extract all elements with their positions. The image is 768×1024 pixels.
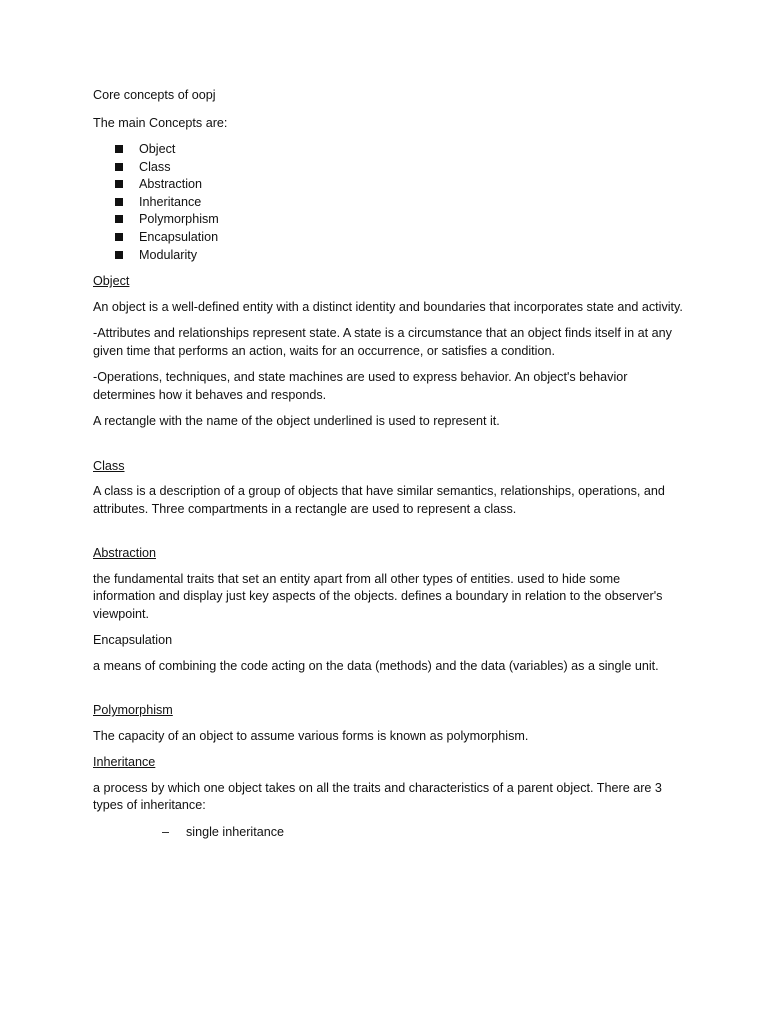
list-item: [115, 159, 683, 177]
object-paragraph-3: -Operations, techniques, and state machines are used to express behavior. An object's behavior determines how it behaves and responds.: [93, 370, 628, 402]
object-heading: Object: [93, 274, 130, 289]
square-bullet-icon: [115, 180, 123, 188]
document-title: Core concepts of oopj: [93, 88, 216, 102]
inheritance-heading: Inheritance: [93, 755, 156, 770]
list-item-label: Class: [139, 159, 171, 174]
polymorphism-heading: Polymorphism: [93, 703, 173, 718]
square-bullet-icon: [115, 215, 123, 223]
square-bullet-icon: [115, 145, 123, 153]
list-item-label: Inheritance: [139, 194, 202, 209]
list-item: [115, 194, 683, 212]
class-paragraph: A class is a description of a group of objects that have similar semantics, relationships, operations, and attributes. Three compartments in a rectangle are used to represent a class.: [93, 484, 665, 516]
list-item-label: Object: [139, 142, 176, 156]
list-item-label: Abstraction: [139, 177, 202, 192]
list-item: [115, 229, 683, 247]
list-item: [115, 141, 683, 159]
dash-bullet: –: [162, 824, 170, 839]
list-item: [115, 176, 683, 194]
polymorphism-paragraph: The capacity of an object to assume various forms is known as polymorphism.: [93, 728, 529, 743]
square-bullet-icon: [115, 233, 123, 241]
concept-list: [93, 141, 683, 264]
object-paragraph-1: An object is a well-defined entity with a distinct identity and boundaries that incorporates state and activity.: [93, 299, 683, 314]
square-bullet-icon: [115, 163, 123, 171]
object-paragraph-4: A rectangle with the name of the object underlined is used to represent it.: [93, 414, 500, 429]
list-item: [115, 247, 683, 265]
abstraction-heading: Abstraction: [93, 546, 156, 561]
abstraction-paragraph: the fundamental traits that set an entity apart from all other types of entities. used to hide some information and display just key aspects of the objects. defines a boundary in relation to the observer's viewpoint.: [93, 571, 663, 621]
document-page: [93, 87, 683, 841]
object-paragraph-2: -Attributes and relationships represent state. A state is a circumstance that an object finds itself in at any given time that performs an action, waits for an occurrence, or satisfies a condition.: [93, 326, 672, 358]
list-item-label: Modularity: [139, 247, 198, 262]
inheritance-paragraph: a process by which one object takes on all the traits and characteristics of a parent object. There are 3 types of inheritance:: [93, 780, 662, 813]
square-bullet-icon: [115, 198, 123, 206]
list-item-label: Encapsulation: [139, 229, 219, 244]
inheritance-type-item: [93, 824, 683, 842]
list-item: [115, 211, 683, 229]
list-item-label: Polymorphism: [139, 212, 219, 227]
inheritance-type-label: single inheritance: [186, 824, 285, 839]
class-heading: Class: [93, 458, 125, 473]
intro-text: The main Concepts are:: [93, 115, 228, 130]
square-bullet-icon: [115, 251, 123, 259]
encapsulation-paragraph: a means of combining the code acting on the data (methods) and the data (variables) as a single unit.: [93, 658, 659, 673]
encapsulation-heading: Encapsulation: [93, 633, 173, 648]
